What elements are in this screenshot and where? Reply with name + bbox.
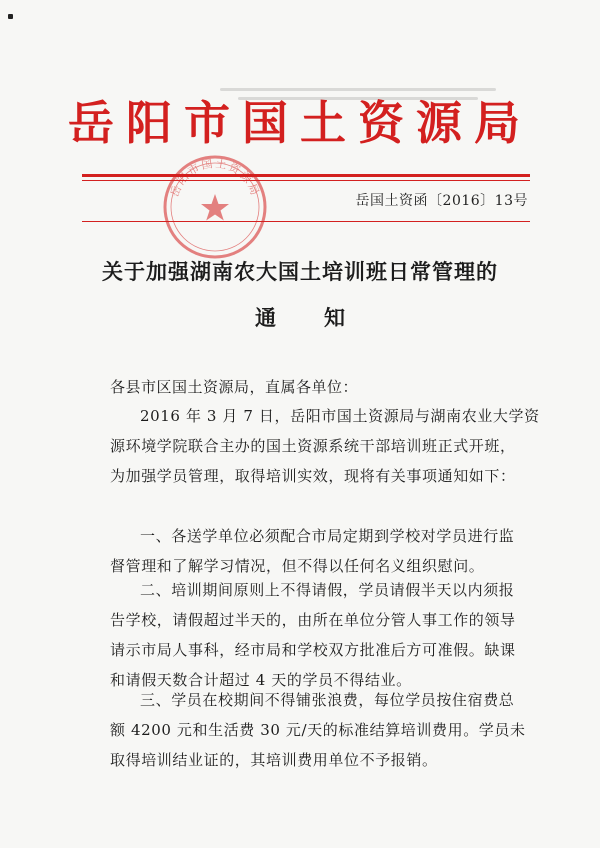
official-seal-icon: [160, 152, 270, 262]
agency-masthead: 岳阳市国土资源局: [68, 96, 532, 150]
paragraph-line: 请示市局人事科，经市局和学校双方批准后方可准假。缺课: [110, 641, 516, 659]
paragraph-intro: [110, 401, 540, 491]
red-header-rule: [82, 174, 530, 177]
paragraph-line: 一、各送学单位必须配合市局定期到学校对学员进行监: [140, 527, 515, 545]
paragraph-line: 额 4200 元和生活费 30 元/天的标准结算培训费用。学员未: [110, 721, 526, 739]
red-header-rule-thin: [82, 180, 530, 181]
scan-mark: [8, 14, 13, 19]
notice-title: 关于加强湖南农大国土培训班日常管理的: [102, 259, 498, 284]
notice-title-tail: 通知: [255, 305, 393, 330]
paragraph-line: 为加强学员管理，取得培训实效，现将有关事项通知如下：: [110, 467, 516, 485]
red-divider-rule: [82, 221, 530, 222]
paragraph-item-2: [110, 575, 540, 695]
seal-text: 岳阳市国土资源局: [167, 156, 263, 199]
paragraph-item-3: [110, 685, 540, 775]
salutation: 各县市区国土资源局，直属各单位：: [110, 378, 359, 396]
paragraph-line: 源环境学院联合主办的国土资源系统干部培训班正式开班，: [110, 437, 516, 455]
paragraph-line: 二、培训期间原则上不得请假，学员请假半天以内须报: [140, 581, 515, 599]
paragraph-line: 取得培训结业证的，其培训费用单位不予报销。: [110, 751, 438, 769]
paragraph-line: 督管理和了解学习情况，但不得以任何名义组织慰问。: [110, 557, 485, 575]
paragraph-line: 2016 年 3 月 7 日，岳阳市国土资源局与湖南农业大学资: [140, 407, 540, 425]
svg-text:岳阳市国土资源局: [167, 156, 262, 199]
paragraph-line: 三、学员在校期间不得铺张浪费，每位学员按住宿费总: [140, 691, 515, 709]
paragraph-item-1: [110, 521, 540, 581]
document-number: 岳国土资函〔2016〕13号: [355, 193, 528, 209]
paragraph-line: 告学校，请假超过半天的，由所在单位分管人事工作的领导: [110, 611, 516, 629]
paragraph-line: 和请假天数合计超过 4 天的学员不得结业。: [110, 671, 412, 689]
